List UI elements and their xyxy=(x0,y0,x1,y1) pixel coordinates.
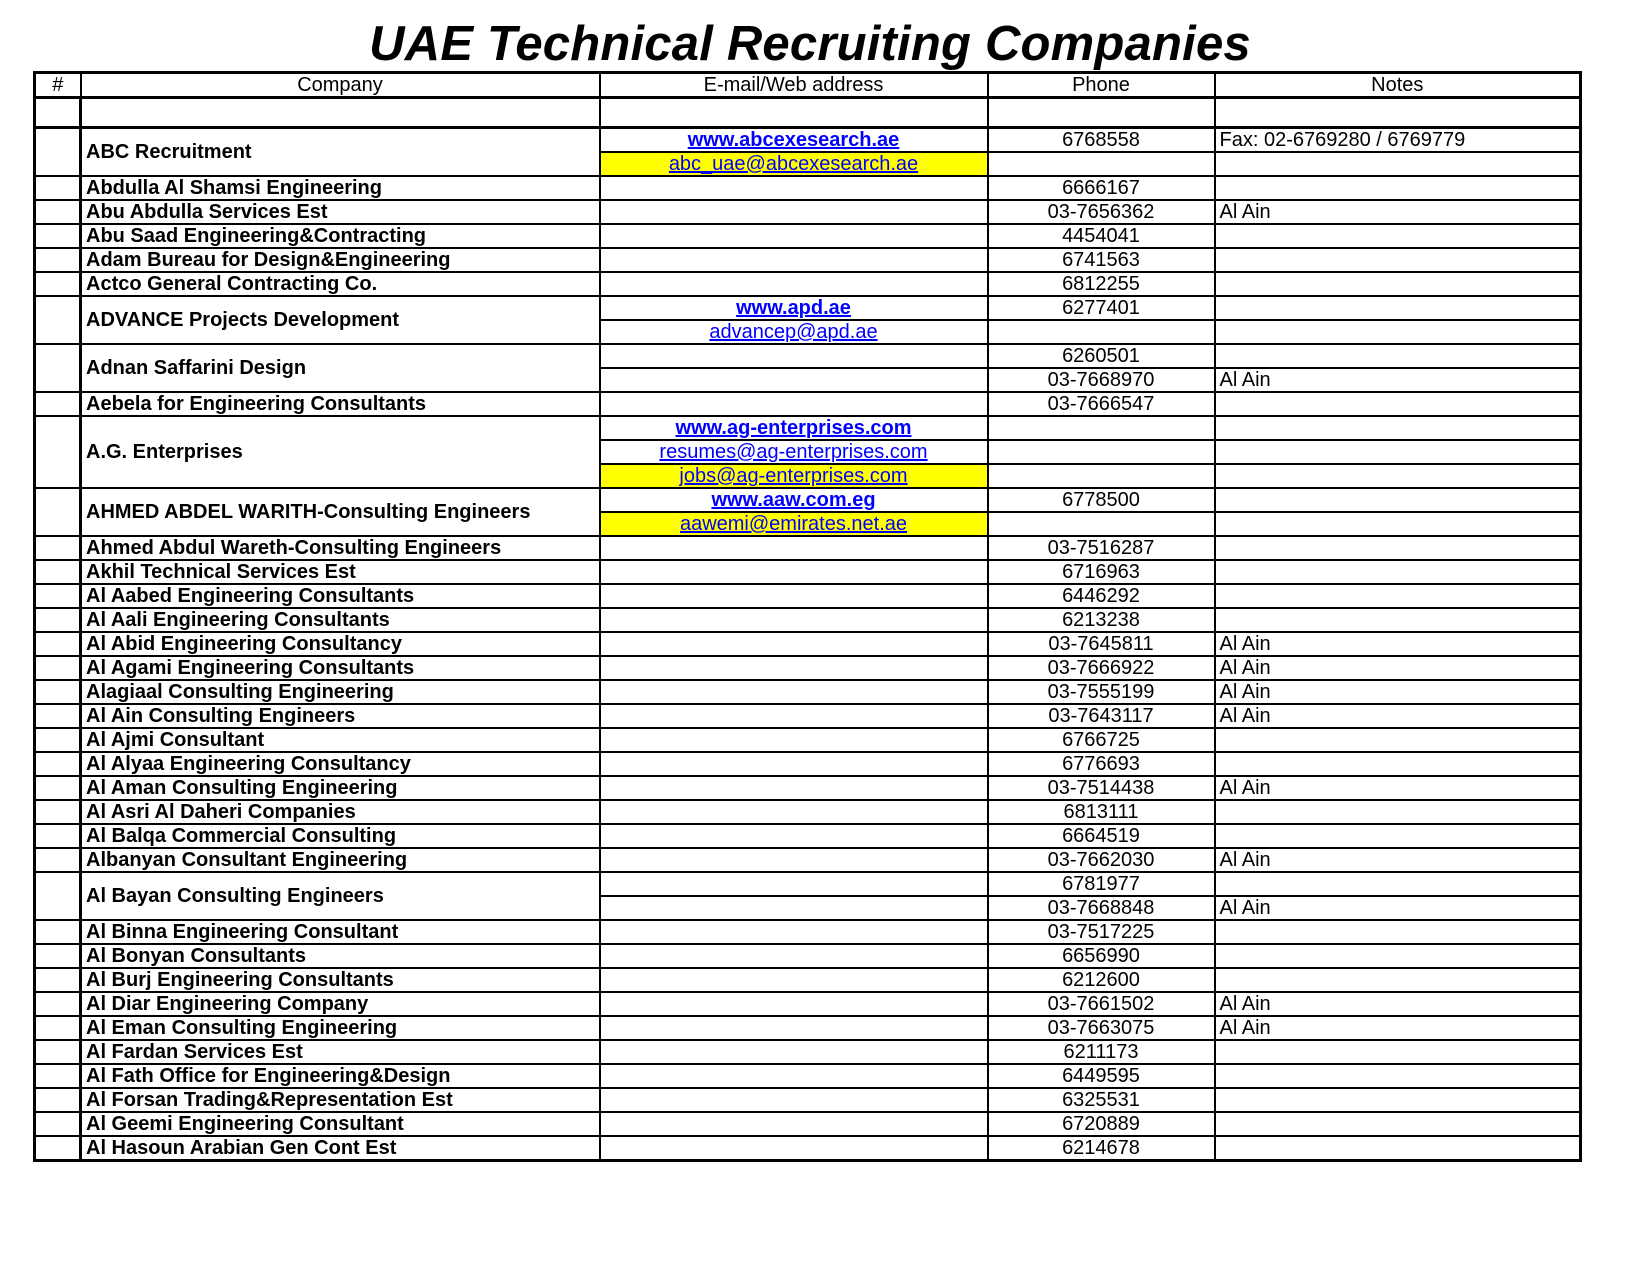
cell-num xyxy=(35,176,81,200)
phone-cell: 03-7668848 xyxy=(988,896,1215,920)
company-name: AHMED ABDEL WARITH-Consulting Engineers xyxy=(81,488,600,536)
cell-num xyxy=(35,272,81,296)
contact-cell xyxy=(600,632,988,656)
phone-cell: 03-7666922 xyxy=(988,656,1215,680)
phone-cell: 6325531 xyxy=(988,1088,1215,1112)
cell-num xyxy=(35,536,81,560)
notes-cell: Al Ain xyxy=(1215,656,1581,680)
cell-num xyxy=(35,584,81,608)
notes-cell xyxy=(1215,344,1581,368)
cell-num xyxy=(35,992,81,1016)
notes-cell: Al Ain xyxy=(1215,776,1581,800)
notes-cell: Al Ain xyxy=(1215,896,1581,920)
contact-cell xyxy=(600,656,988,680)
contact-cell xyxy=(600,344,988,368)
table-row xyxy=(35,656,1581,680)
contact-cell xyxy=(600,680,988,704)
cell-num xyxy=(35,872,81,920)
notes-cell xyxy=(1215,512,1581,536)
table-row xyxy=(35,776,1581,800)
contact-cell xyxy=(600,1136,988,1161)
table-row xyxy=(35,1112,1581,1136)
contact-cell xyxy=(600,1016,988,1040)
contact-cell xyxy=(600,128,988,153)
company-name: Al Diar Engineering Company xyxy=(81,992,600,1016)
cell-num xyxy=(35,296,81,344)
table-row xyxy=(35,272,1581,296)
notes-cell xyxy=(1215,752,1581,776)
table-row xyxy=(35,200,1581,224)
contact-cell xyxy=(600,248,988,272)
table-body xyxy=(35,98,1581,1161)
contact-cell xyxy=(600,968,988,992)
notes-cell xyxy=(1215,1040,1581,1064)
email-link[interactable]: advancep@apd.ae xyxy=(709,321,878,343)
notes-cell: Al Ain xyxy=(1215,200,1581,224)
company-name: Al Ajmi Consultant xyxy=(81,728,600,752)
phone-cell: 03-7555199 xyxy=(988,680,1215,704)
cell-num xyxy=(35,416,81,488)
company-name: Aebela for Engineering Consultants xyxy=(81,392,600,416)
notes-cell xyxy=(1215,1136,1581,1161)
table-row xyxy=(35,632,1581,656)
contact-cell xyxy=(600,752,988,776)
phone-cell: 6656990 xyxy=(988,944,1215,968)
contact-cell xyxy=(600,728,988,752)
company-name: Al Bayan Consulting Engineers xyxy=(81,872,600,920)
table-row xyxy=(35,824,1581,848)
contact-cell xyxy=(600,872,988,896)
email-link[interactable]: resumes@ag-enterprises.com xyxy=(659,441,928,463)
phone-cell: 6768558 xyxy=(988,128,1215,153)
notes-cell xyxy=(1215,416,1581,440)
notes-cell: Fax: 02-6769280 / 6769779 xyxy=(1215,128,1581,153)
company-name: Al Burj Engineering Consultants xyxy=(81,968,600,992)
phone-cell: 6812255 xyxy=(988,272,1215,296)
cell-num xyxy=(35,776,81,800)
cell-num xyxy=(35,248,81,272)
website-link[interactable]: www.apd.ae xyxy=(736,297,851,319)
cell-company xyxy=(81,98,600,128)
cell-num xyxy=(35,1136,81,1161)
contact-cell xyxy=(600,536,988,560)
contact-cell xyxy=(600,488,988,512)
contact-cell xyxy=(600,440,988,464)
company-name: Al Fath Office for Engineering&Design xyxy=(81,1064,600,1088)
cell-num xyxy=(35,752,81,776)
company-name: ADVANCE Projects Development xyxy=(81,296,600,344)
company-name: Abu Saad Engineering&Contracting xyxy=(81,224,600,248)
table-row xyxy=(35,680,1581,704)
contact-cell xyxy=(600,800,988,824)
website-link[interactable]: www.aaw.com.eg xyxy=(711,489,876,511)
contact-cell xyxy=(600,152,988,176)
website-link[interactable]: www.abcexesearch.ae xyxy=(687,129,900,151)
table-row xyxy=(35,968,1581,992)
page-title: UAE Technical Recruiting Companies xyxy=(369,17,1251,71)
phone-cell: 6666167 xyxy=(988,176,1215,200)
notes-cell xyxy=(1215,944,1581,968)
email-link[interactable]: jobs@ag-enterprises.com xyxy=(679,465,908,487)
contact-cell xyxy=(600,512,988,536)
phone-cell: 6214678 xyxy=(988,1136,1215,1161)
notes-cell xyxy=(1215,728,1581,752)
contact-cell xyxy=(600,896,988,920)
table-row xyxy=(35,176,1581,200)
table-row xyxy=(35,560,1581,584)
table-row xyxy=(35,920,1581,944)
phone-cell: 6766725 xyxy=(988,728,1215,752)
cell-num xyxy=(35,920,81,944)
notes-cell xyxy=(1215,296,1581,320)
email-link[interactable]: abc_uae@abcexesearch.ae xyxy=(668,153,919,175)
cell-num xyxy=(35,704,81,728)
notes-cell: Al Ain xyxy=(1215,680,1581,704)
notes-cell xyxy=(1215,248,1581,272)
cell-num xyxy=(35,392,81,416)
header-company: Company xyxy=(81,73,600,98)
contact-cell xyxy=(600,320,988,344)
header-num: # xyxy=(35,73,81,98)
table-row xyxy=(35,128,1581,153)
table-row xyxy=(35,1040,1581,1064)
table-row xyxy=(35,704,1581,728)
phone-cell: 03-7661502 xyxy=(988,992,1215,1016)
phone-cell: 6741563 xyxy=(988,248,1215,272)
contact-cell xyxy=(600,1112,988,1136)
table-row xyxy=(35,344,1581,368)
notes-cell xyxy=(1215,872,1581,896)
phone-cell xyxy=(988,152,1215,176)
table-row xyxy=(35,296,1581,320)
notes-cell: Al Ain xyxy=(1215,704,1581,728)
company-name: Adam Bureau for Design&Engineering xyxy=(81,248,600,272)
contact-cell xyxy=(600,776,988,800)
contact-cell xyxy=(600,1088,988,1112)
company-name: Abdulla Al Shamsi Engineering xyxy=(81,176,600,200)
cell-num xyxy=(35,560,81,584)
company-name: Al Aabed Engineering Consultants xyxy=(81,584,600,608)
contact-cell xyxy=(600,200,988,224)
cell-num xyxy=(35,944,81,968)
company-name: Al Bonyan Consultants xyxy=(81,944,600,968)
table-row xyxy=(35,608,1581,632)
cell-num xyxy=(35,728,81,752)
cell-num xyxy=(35,632,81,656)
phone-cell: 6211173 xyxy=(988,1040,1215,1064)
company-name: Al Balqa Commercial Consulting xyxy=(81,824,600,848)
table-row xyxy=(35,488,1581,512)
phone-cell: 6260501 xyxy=(988,344,1215,368)
cell-num xyxy=(35,656,81,680)
contact-cell xyxy=(600,392,988,416)
table-row xyxy=(35,584,1581,608)
notes-cell: Al Ain xyxy=(1215,632,1581,656)
phone-cell: 6781977 xyxy=(988,872,1215,896)
notes-cell xyxy=(1215,824,1581,848)
contact-cell xyxy=(600,416,988,440)
cell-num xyxy=(35,824,81,848)
phone-cell: 03-7643117 xyxy=(988,704,1215,728)
table-row xyxy=(35,1016,1581,1040)
header-row xyxy=(35,73,1581,98)
notes-cell xyxy=(1215,584,1581,608)
company-name: Al Agami Engineering Consultants xyxy=(81,656,600,680)
cell-num xyxy=(35,848,81,872)
company-name: Al Abid Engineering Consultancy xyxy=(81,632,600,656)
contact-cell xyxy=(600,608,988,632)
table-row xyxy=(35,248,1581,272)
company-name: Al Eman Consulting Engineering xyxy=(81,1016,600,1040)
phone-cell: 6277401 xyxy=(988,296,1215,320)
table-row xyxy=(35,416,1581,440)
contact-cell xyxy=(600,560,988,584)
contact-cell xyxy=(600,584,988,608)
notes-cell xyxy=(1215,560,1581,584)
phone-cell: 03-7656362 xyxy=(988,200,1215,224)
company-name: Al Aman Consulting Engineering xyxy=(81,776,600,800)
table-row xyxy=(35,800,1581,824)
table-row xyxy=(35,1064,1581,1088)
phone-cell: 6778500 xyxy=(988,488,1215,512)
contact-cell xyxy=(600,296,988,320)
phone-cell: 03-7516287 xyxy=(988,536,1215,560)
contact-cell xyxy=(600,1040,988,1064)
contact-cell xyxy=(600,176,988,200)
table-row xyxy=(35,872,1581,896)
table-row xyxy=(35,1088,1581,1112)
phone-cell xyxy=(988,512,1215,536)
header-phone: Phone xyxy=(988,73,1215,98)
company-name: Al Forsan Trading&Representation Est xyxy=(81,1088,600,1112)
cell-num xyxy=(35,1016,81,1040)
contact-cell xyxy=(600,704,988,728)
email-link[interactable]: aawemi@emirates.net.ae xyxy=(679,513,908,535)
table-row xyxy=(35,392,1581,416)
notes-cell xyxy=(1215,608,1581,632)
company-name: Adnan Saffarini Design xyxy=(81,344,600,392)
phone-cell: 6212600 xyxy=(988,968,1215,992)
header-web: E-mail/Web address xyxy=(600,73,988,98)
phone-cell xyxy=(988,464,1215,488)
contact-cell xyxy=(600,368,988,392)
cell-num xyxy=(35,1088,81,1112)
cell-num xyxy=(35,98,81,128)
company-name: Al Alyaa Engineering Consultancy xyxy=(81,752,600,776)
notes-cell xyxy=(1215,488,1581,512)
notes-cell xyxy=(1215,272,1581,296)
contact-cell xyxy=(600,920,988,944)
company-name: Al Binna Engineering Consultant xyxy=(81,920,600,944)
cell-phone xyxy=(988,98,1215,128)
notes-cell xyxy=(1215,440,1581,464)
phone-cell: 03-7662030 xyxy=(988,848,1215,872)
table-row xyxy=(35,944,1581,968)
table-row xyxy=(35,728,1581,752)
company-name: Al Aali Engineering Consultants xyxy=(81,608,600,632)
cell-num xyxy=(35,200,81,224)
notes-cell xyxy=(1215,320,1581,344)
contact-cell xyxy=(600,824,988,848)
phone-cell xyxy=(988,440,1215,464)
phone-cell: 6720889 xyxy=(988,1112,1215,1136)
contact-cell xyxy=(600,224,988,248)
cell-num xyxy=(35,608,81,632)
company-name: A.G. Enterprises xyxy=(81,416,600,488)
phone-cell: 6716963 xyxy=(988,560,1215,584)
phone-cell: 6213238 xyxy=(988,608,1215,632)
header-notes: Notes xyxy=(1215,73,1581,98)
phone-cell: 6664519 xyxy=(988,824,1215,848)
contact-cell xyxy=(600,992,988,1016)
cell-num xyxy=(35,1040,81,1064)
notes-cell: Al Ain xyxy=(1215,848,1581,872)
notes-cell: Al Ain xyxy=(1215,992,1581,1016)
phone-cell: 6449595 xyxy=(988,1064,1215,1088)
notes-cell xyxy=(1215,392,1581,416)
cell-web xyxy=(600,98,988,128)
notes-cell xyxy=(1215,176,1581,200)
table-row xyxy=(35,536,1581,560)
company-name: Al Geemi Engineering Consultant xyxy=(81,1112,600,1136)
phone-cell: 6813111 xyxy=(988,800,1215,824)
website-link[interactable]: www.ag-enterprises.com xyxy=(675,417,912,439)
company-name: Al Ain Consulting Engineers xyxy=(81,704,600,728)
company-name: Akhil Technical Services Est xyxy=(81,560,600,584)
cell-num xyxy=(35,968,81,992)
cell-num xyxy=(35,1064,81,1088)
notes-cell xyxy=(1215,152,1581,176)
cell-num xyxy=(35,680,81,704)
phone-cell: 03-7666547 xyxy=(988,392,1215,416)
phone-cell: 6446292 xyxy=(988,584,1215,608)
phone-cell xyxy=(988,416,1215,440)
contact-cell xyxy=(600,944,988,968)
cell-num xyxy=(35,1112,81,1136)
contact-cell xyxy=(600,272,988,296)
notes-cell: Al Ain xyxy=(1215,1016,1581,1040)
table-row xyxy=(35,1136,1581,1161)
phone-cell: 4454041 xyxy=(988,224,1215,248)
company-name: Al Hasoun Arabian Gen Cont Est xyxy=(81,1136,600,1161)
notes-cell xyxy=(1215,536,1581,560)
contact-cell xyxy=(600,464,988,488)
company-name: Al Asri Al Daheri Companies xyxy=(81,800,600,824)
notes-cell xyxy=(1215,1088,1581,1112)
company-name: Al Fardan Services Est xyxy=(81,1040,600,1064)
cell-num xyxy=(35,224,81,248)
phone-cell: 03-7663075 xyxy=(988,1016,1215,1040)
company-name: Ahmed Abdul Wareth-Consulting Engineers xyxy=(81,536,600,560)
notes-cell xyxy=(1215,800,1581,824)
cell-notes xyxy=(1215,98,1581,128)
cell-num xyxy=(35,488,81,536)
company-name: Alagiaal Consulting Engineering xyxy=(81,680,600,704)
notes-cell xyxy=(1215,920,1581,944)
company-name: ABC Recruitment xyxy=(81,128,600,177)
phone-cell: 6776693 xyxy=(988,752,1215,776)
notes-cell xyxy=(1215,1064,1581,1088)
company-name: Actco General Contracting Co. xyxy=(81,272,600,296)
phone-cell: 03-7514438 xyxy=(988,776,1215,800)
companies-table xyxy=(33,71,1582,1162)
cell-num xyxy=(35,800,81,824)
notes-cell xyxy=(1215,224,1581,248)
company-name: Abu Abdulla Services Est xyxy=(81,200,600,224)
cell-num xyxy=(35,128,81,177)
table-row xyxy=(35,992,1581,1016)
contact-cell xyxy=(600,848,988,872)
notes-cell xyxy=(1215,968,1581,992)
company-name: Albanyan Consultant Engineering xyxy=(81,848,600,872)
phone-cell: 03-7668970 xyxy=(988,368,1215,392)
cell-num xyxy=(35,344,81,392)
phone-cell: 03-7517225 xyxy=(988,920,1215,944)
phone-cell xyxy=(988,320,1215,344)
table-row xyxy=(35,848,1581,872)
notes-cell xyxy=(1215,1112,1581,1136)
notes-cell: Al Ain xyxy=(1215,368,1581,392)
table-row xyxy=(35,752,1581,776)
contact-cell xyxy=(600,1064,988,1088)
spacer-row xyxy=(35,98,1581,128)
table-row xyxy=(35,224,1581,248)
phone-cell: 03-7645811 xyxy=(988,632,1215,656)
notes-cell xyxy=(1215,464,1581,488)
